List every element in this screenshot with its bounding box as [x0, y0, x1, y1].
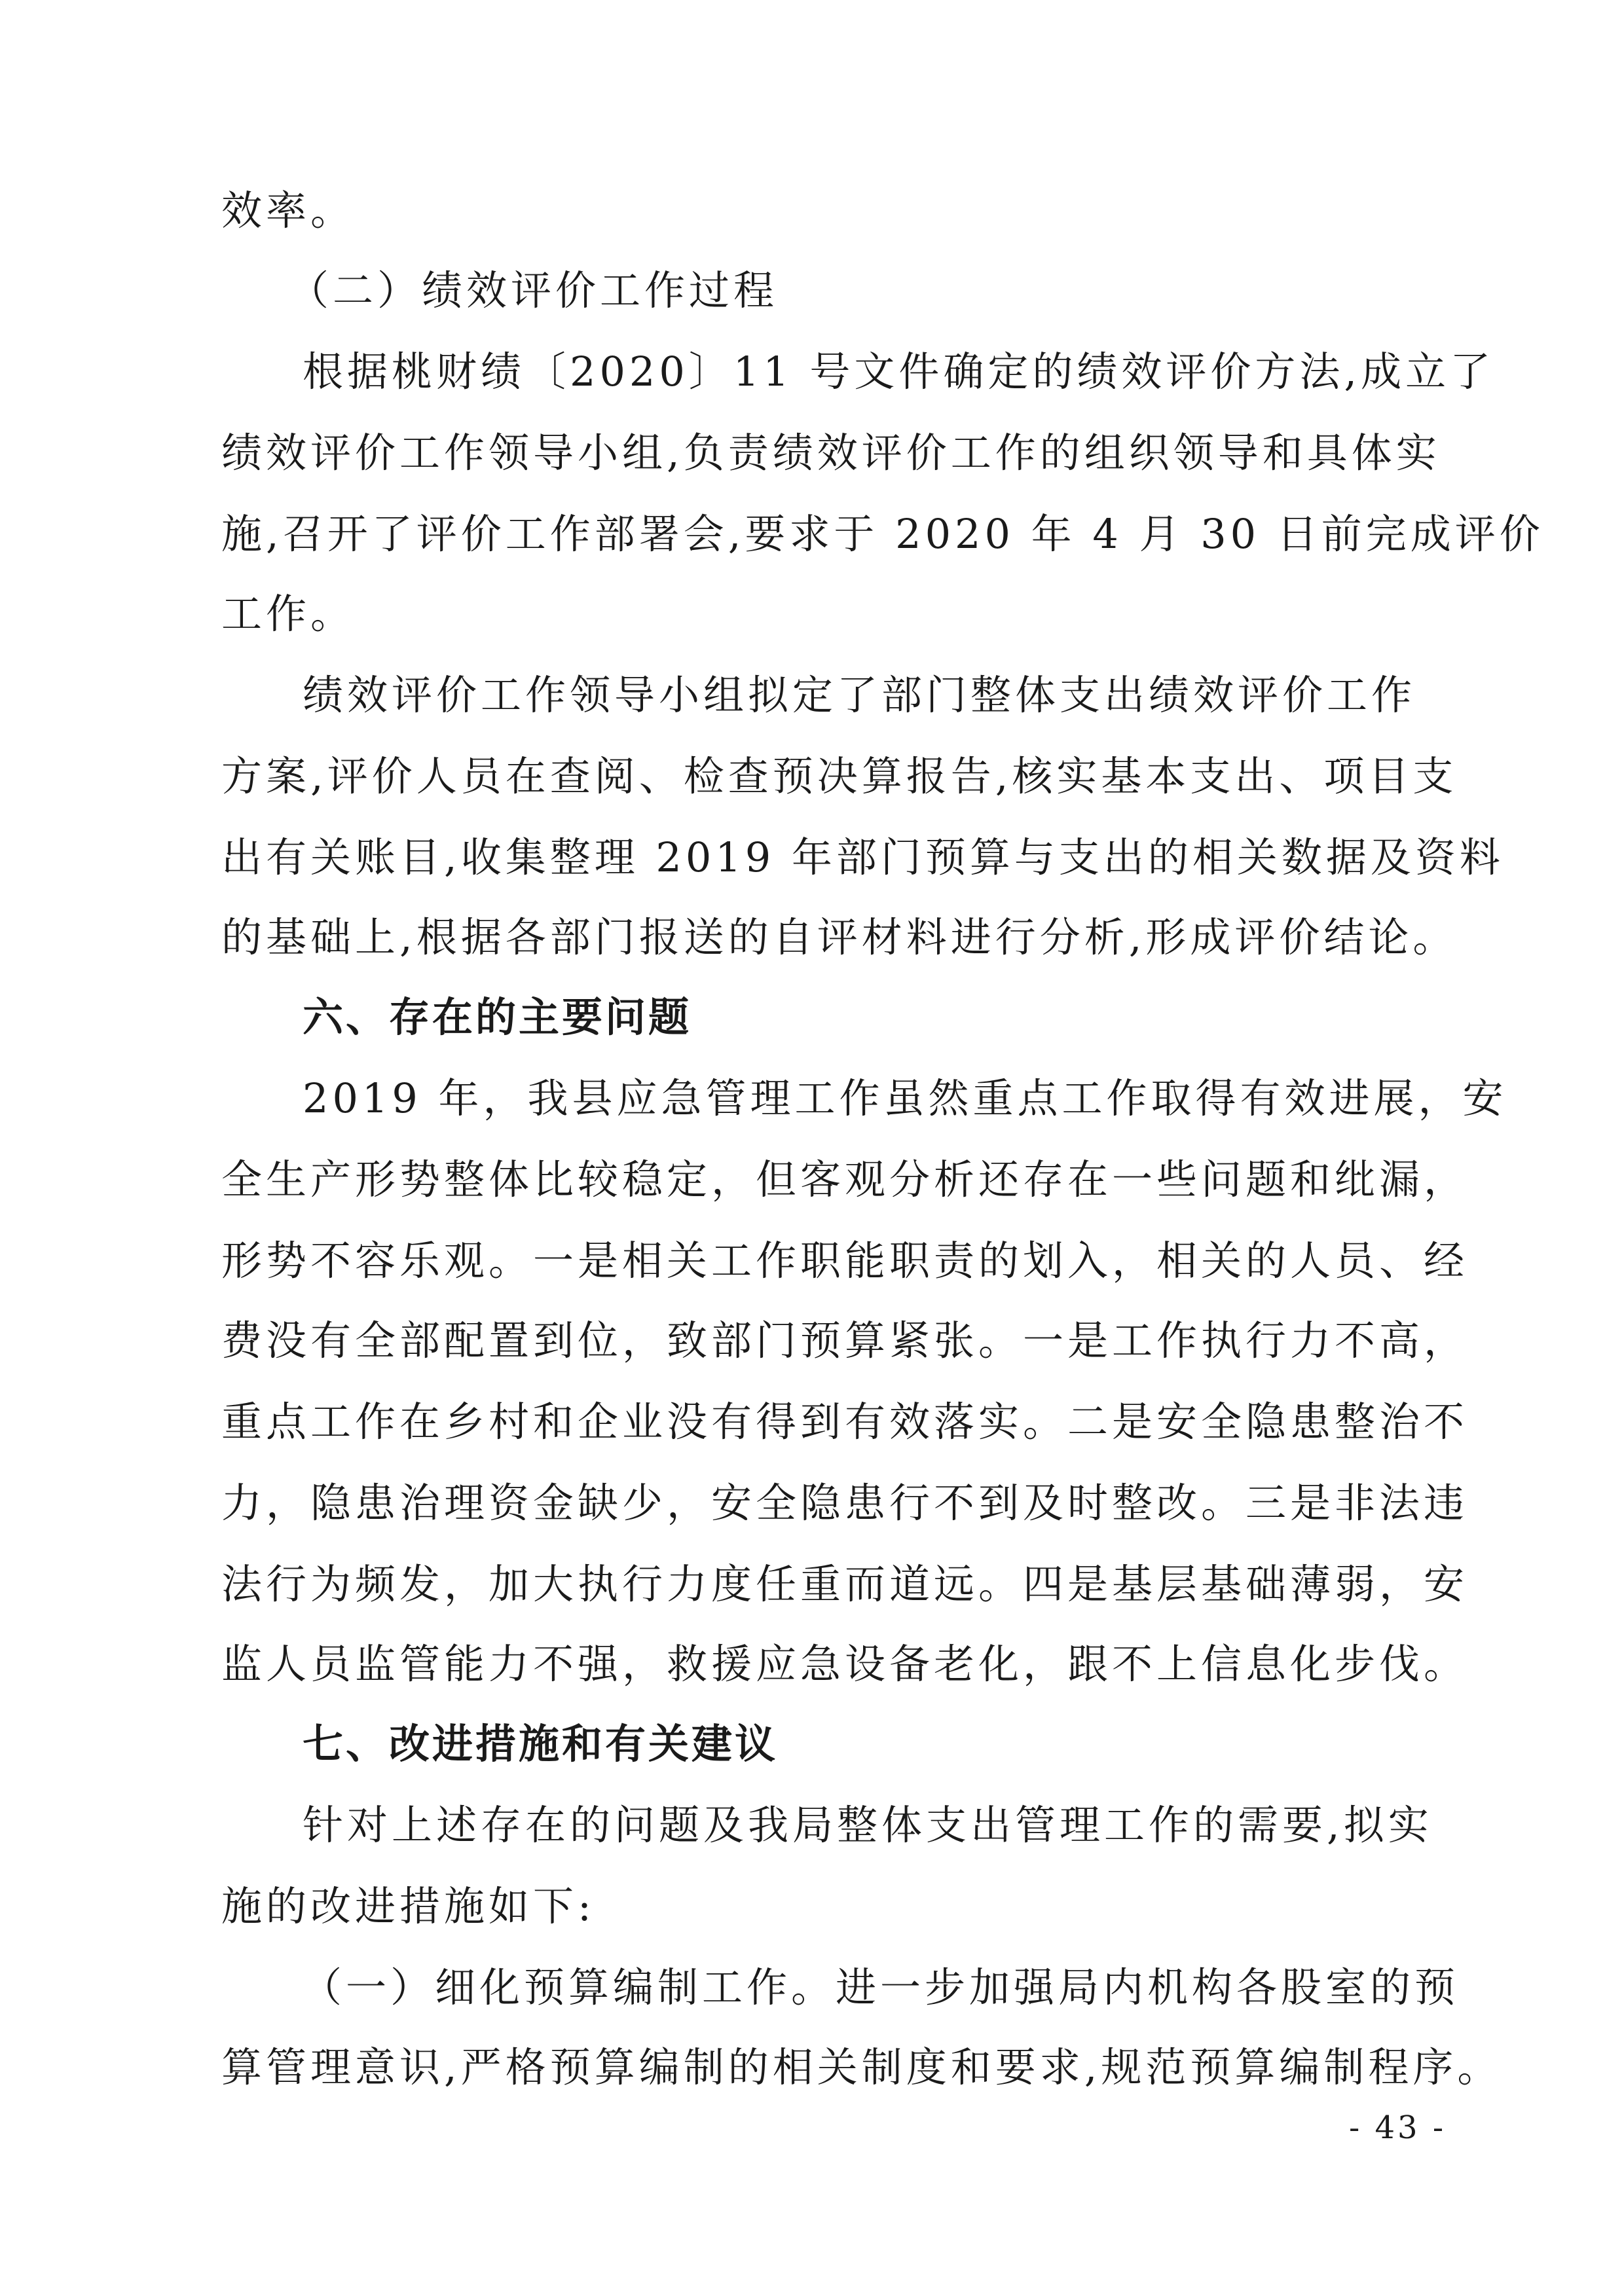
paragraph-line: 根据桃财绩〔2020〕11 号文件确定的绩效评价方法,成立了: [303, 348, 1495, 395]
paragraph-line: 施,召开了评价工作部署会,要求于 2020 年 4 月 30 日前完成评价: [221, 510, 1544, 558]
paragraph-line: 绩效评价工作领导小组拟定了部门整体支出绩效评价工作: [303, 671, 1416, 719]
paragraph-line: 力，隐患治理资金缺少，安全隐患行不到及时整改。三是非法违: [221, 1479, 1469, 1527]
paragraph-line: 施的改进措施如下:: [221, 1882, 595, 1930]
section-heading-main-problems: 六、存在的主要问题: [303, 993, 692, 1041]
page-number: - 43 -: [1349, 2109, 1447, 2146]
paragraph-line: 法行为频发，加大执行力度任重而道远。四是基层基础薄弱，安: [221, 1560, 1469, 1608]
paragraph-line: 方案,评价人员在查阅、检查预决算报告,核实基本支出、项目支: [221, 752, 1458, 800]
paragraph-line: 的基础上,根据各部门报送的自评材料进行分析,形成评价结论。: [221, 913, 1458, 961]
subheading-evaluation-process: （二）绩效评价工作过程: [288, 266, 779, 314]
paragraph-line: 绩效评价工作领导小组,负责绩效评价工作的组织领导和具体实: [221, 429, 1441, 477]
paragraph-line: 重点工作在乡村和企业没有得到有效落实。二是安全隐患整治不: [221, 1398, 1469, 1446]
paragraph-line: 监人员监管能力不强，救援应急设备老化，跟不上信息化步伐。: [221, 1640, 1469, 1688]
paragraph-line: 2019 年，我县应急管理工作虽然重点工作取得有效进展，安: [303, 1074, 1507, 1122]
paragraph-line: 效率。: [221, 187, 356, 234]
paragraph-line: （一）细化预算编制工作。进一步加强局内机构各股室的预: [301, 1963, 1460, 2011]
paragraph-line: 出有关账目,收集整理 2019 年部门预算与支出的相关数据及资料: [221, 833, 1504, 881]
paragraph-line: 工作。: [221, 590, 356, 638]
paragraph-line: 算管理意识,严格预算编制的相关制度和要求,规范预算编制程序。: [221, 2043, 1502, 2091]
paragraph-line: 费没有全部配置到位，致部门预算紧张。一是工作执行力不高，: [221, 1317, 1469, 1364]
paragraph-line: 形势不容乐观。一是相关工作职能职责的划入，相关的人员、经: [221, 1237, 1469, 1285]
paragraph-line: 全生产形势整体比较稳定，但客观分析还存在一些问题和纰漏，: [221, 1156, 1469, 1203]
paragraph-line: 针对上述存在的问题及我局整体支出管理工作的需要,拟实: [303, 1801, 1433, 1849]
section-heading-improvement-measures: 七、改进措施和有关建议: [303, 1720, 779, 1768]
